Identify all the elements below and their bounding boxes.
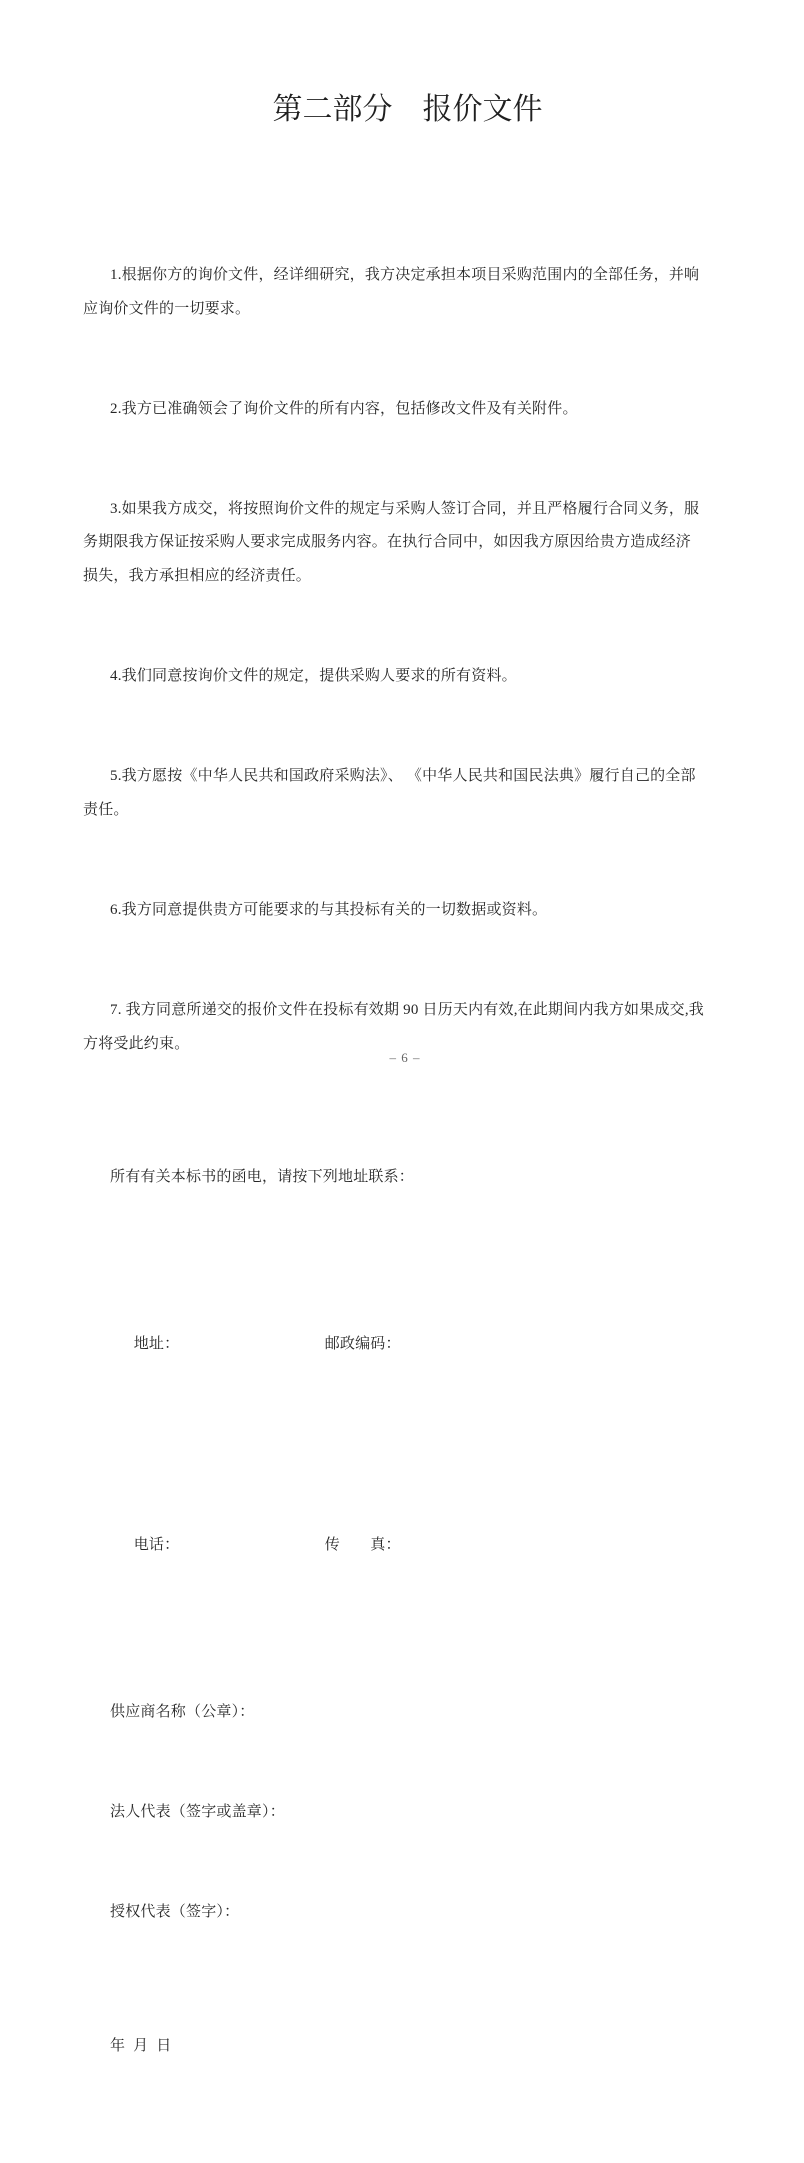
paragraph: 4.我们同意按询价文件的规定，提供采购人要求的所有资料。 [110, 668, 517, 685]
contact-intro: 所有有关本标书的函电，请按下列地址联系： [110, 1169, 415, 1186]
fax-label: 传 真： [324, 1536, 401, 1553]
postcode-label: 邮政编码： [324, 1336, 401, 1353]
paragraph: 5.我方愿按《中华人民共和国政府采购法》、 《中华人民共和国民法典》履行自己的全部责任。 [83, 768, 696, 818]
page-number: – 6 – [389, 1050, 421, 1065]
paragraph: 6.我方同意提供贵方可能要求的与其投标有关的一切数据或资料。 [110, 901, 548, 918]
phone-label: 电话： [133, 1536, 180, 1553]
paragraph: 1.根据你方的询价文件，经详细研究，我方决定承担本项目采购范围内的全部任务，并响应询价文件的一切要求。 [83, 267, 700, 317]
signature-legal-representative: 法人代表（签字或盖章）： [110, 1803, 285, 1820]
document-body [83, 159, 706, 2163]
paragraph: 2.我方已准确领会了询价文件的所有内容，包括修改文件及有关附件。 [110, 400, 578, 417]
signature-authorized-representative: 授权代表（签字）： [110, 1904, 240, 1921]
signature-supplier-name: 供应商名称（公章）： [110, 1703, 255, 1720]
paragraph: 3.如果我方成交，将按照询价文件的规定与采购人签订合同，并且严格履行合同义务，服务期限我方保证按采购人要求完成服务内容。在执行合同中，如因我方原因给贵方造成经济损失，我方承担相应的经济责任。 [83, 501, 700, 584]
date-line: 年 月 日 [110, 2037, 172, 2054]
form-row-phone [83, 1495, 706, 1595]
address-label: 地址： [133, 1336, 180, 1353]
page-title: 第二部分 报价文件 [272, 93, 543, 126]
paragraph: 7. 我方同意所递交的报价文件在投标有效期 90 日历天内有效,在此期间内我方如果成交,我方将受此约束。 [83, 1002, 705, 1052]
form-row-address [83, 1295, 706, 1395]
